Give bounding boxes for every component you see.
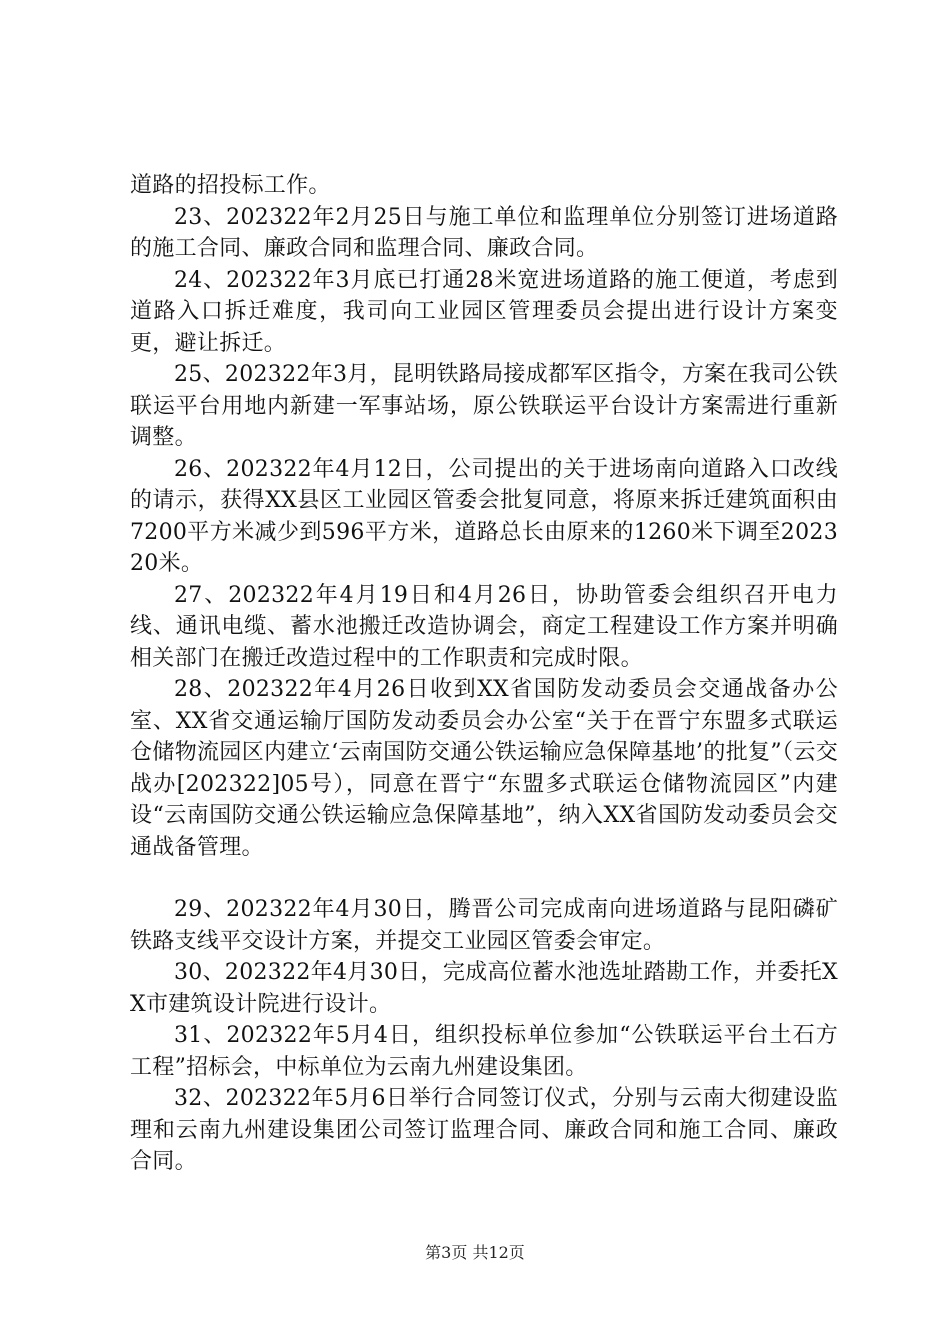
document-body: [130, 170, 838, 1178]
paragraph-item-26: 26、202322年4月12日，公司提出的关于进场南向道路入口改线的请示，获得XX县区工业园区管委会批复同意，将原来拆迁建筑面积由7200平方米减少到596平方米，道路总长由原来的1260米下调至202320米。: [130, 456, 838, 576]
paragraph-item-23: 23、202322年2月25日与施工单位和监理单位分别签订进场道路的施工合同、廉政合同和监理合同、廉政合同。: [130, 204, 838, 261]
paragraph-item-31: 31、202322年5月4日，组织投标单位参加“公铁联运平台土石方工程”招标会，中标单位为云南九州建设集团。: [130, 1023, 838, 1080]
page-footer: 第3页 共12页: [425, 1243, 525, 1262]
paragraph-item-28: 28、202322年4月26日收到XX省国防发动委员会交通战备办公室、XX省交通运输厅国防发动委员会办公室“关于在晋宁东盟多式联运仓储物流园区内建立‘云南国防交通公铁运输应急保障基地’的批复”（云交战办[202322]05号），同意在晋宁“东盟多式联运仓储物流园区”内建设“云南国防交通公铁运输应急保障基地”，纳入XX省国防发动委员会交通战备管理。: [130, 677, 838, 860]
paragraph-item-29: 29、202322年4月30日，腾晋公司完成南向进场道路与昆阳磷矿铁路支线平交设计方案，并提交工业园区管委会审定。: [130, 897, 838, 954]
paragraph-item-24: 24、202322年3月底已打通28米宽进场道路的施工便道，考虑到道路入口拆迁难度，我司向工业园区管理委员会提出进行设计方案变更，避让拆迁。: [130, 267, 838, 356]
paragraph-gap: [130, 863, 838, 894]
paragraph-item-30: 30、202322年4月30日，完成高位蓄水池选址踏勘工作，并委托XX市建筑设计院进行设计。: [130, 960, 838, 1017]
paragraph-item-25: 25、202322年3月，昆明铁路局接成都军区指令，方案在我司公铁联运平台用地内新建一军事站场，原公铁联运平台设计方案需进行重新调整。: [130, 362, 838, 450]
paragraph-continuation: 道路的招投标工作。: [130, 173, 331, 198]
paragraph-item-27: 27、202322年4月19日和4月26日，协助管委会组织召开电力线、通讯电缆、蓄水池搬迁改造协调会，商定工程建设工作方案并明确相关部门在搬迁改造过程中的工作职责和完成时限。: [130, 582, 838, 671]
paragraph-item-32: 32、202322年5月6日举行合同签订仪式，分别与云南大彻建设监理和云南九州建设集团公司签订监理合同、廉政合同和施工合同、廉政合同。: [130, 1086, 838, 1174]
